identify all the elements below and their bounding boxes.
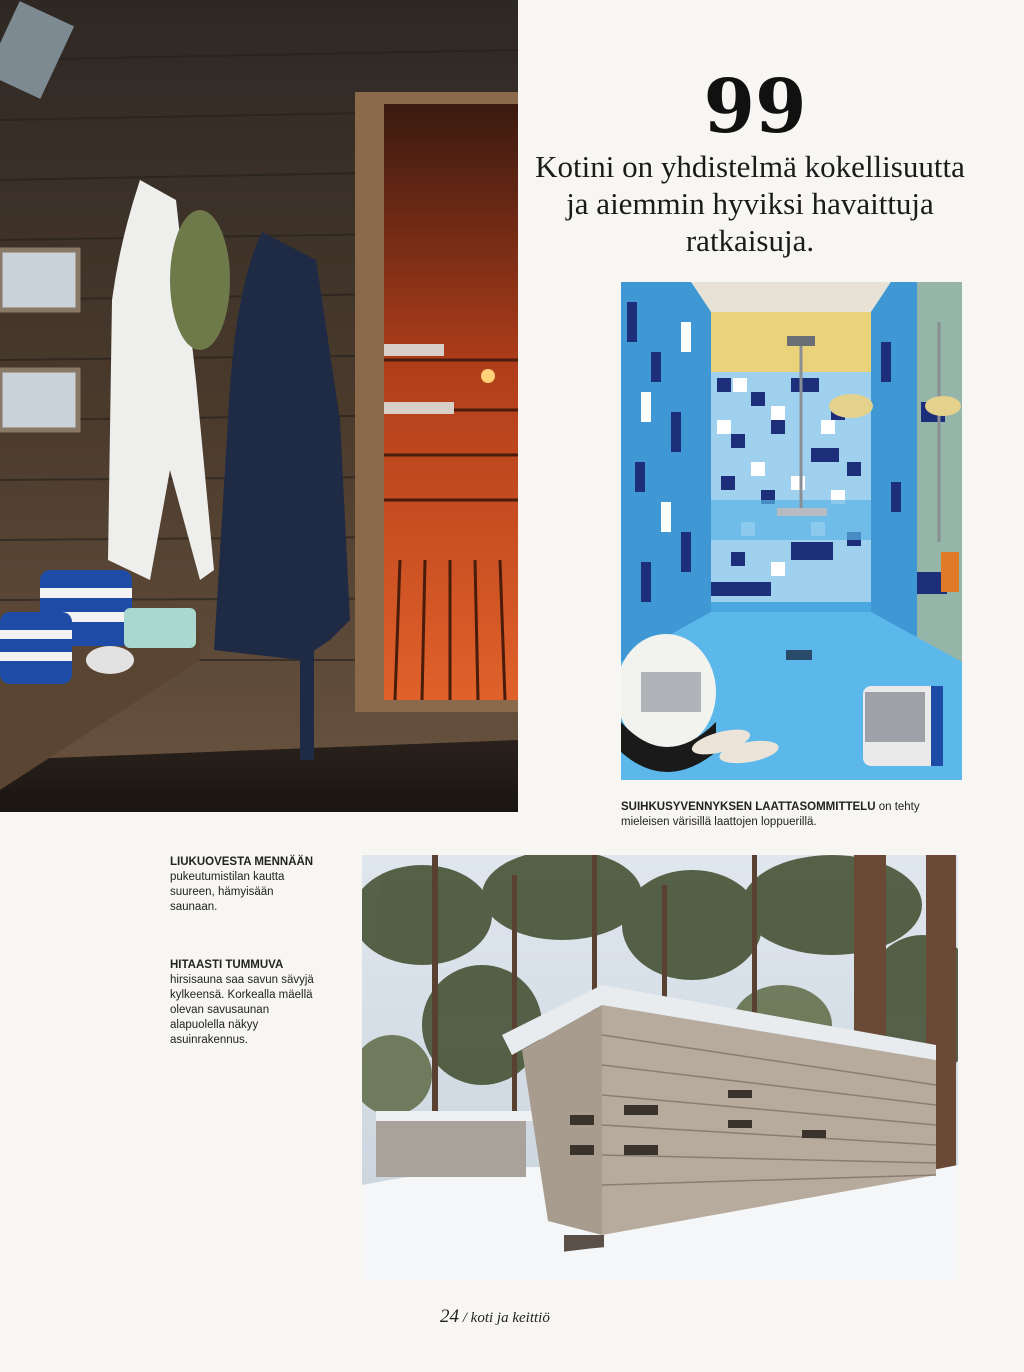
page-folio xyxy=(440,1306,700,1328)
smoke-sauna-exterior-photo xyxy=(362,855,958,1280)
quote-mark: 99 xyxy=(703,64,807,150)
smoke-sauna-caption-body: hirsisauna saa savun sävyjä kylkeensä. Korkealla mäellä olevan savusaunan alapuolella näkyy asuinrakennus. xyxy=(170,974,314,1046)
magazine-name: koti ja keittiö xyxy=(470,1310,550,1326)
shower-caption-body: on tehty mieleisen värisillä laattojen loppuerillä. xyxy=(621,801,920,828)
shower-caption-lead: SUIHKUSYVENNYKSEN LAATTASOMMITTELU xyxy=(621,801,876,813)
door-caption-body: pukeutumistilan kautta suureen, hämyisään saunaan. xyxy=(170,871,285,913)
tiled-shower-photo xyxy=(621,282,962,780)
door-caption xyxy=(170,855,320,915)
door-caption-lead: LIUKUOVESTA MENNÄÄN xyxy=(170,856,314,868)
shower-caption xyxy=(621,800,961,830)
page-number: 24 xyxy=(440,1306,459,1327)
smoke-sauna-caption xyxy=(170,958,320,1048)
pull-quote: Kotini on yhdistelmä kokellisuutta ja aiemmin hyviksi havaittuja ratkaisuja. xyxy=(535,149,965,258)
sauna-dressing-room-photo xyxy=(0,0,518,812)
smoke-sauna-caption-lead: HITAASTI TUMMUVA xyxy=(170,959,284,971)
folio-separator: / xyxy=(459,1310,471,1326)
